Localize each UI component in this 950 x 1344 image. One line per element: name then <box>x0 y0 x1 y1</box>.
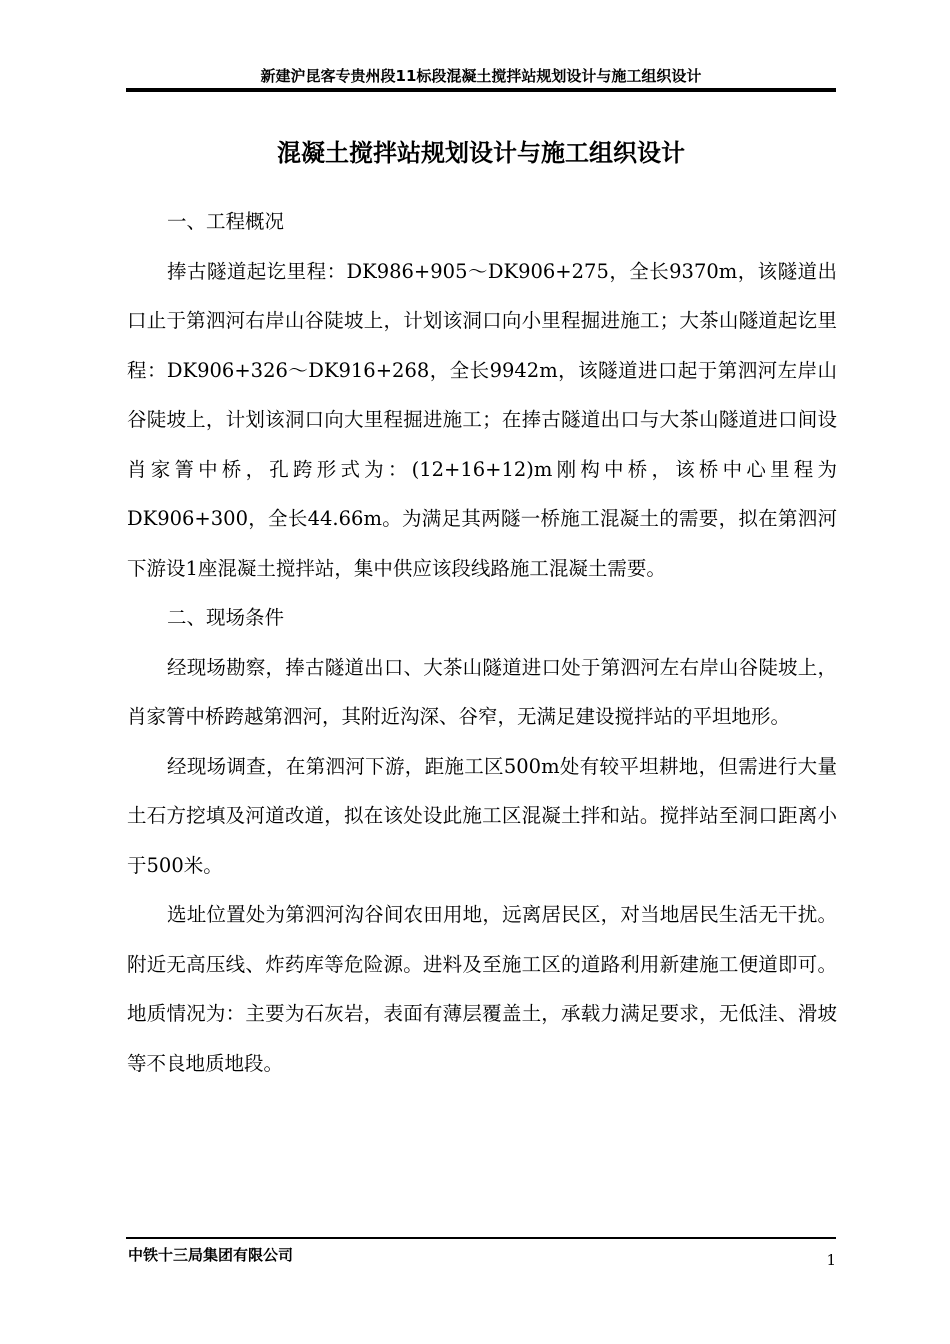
document-body <box>127 197 837 1088</box>
paragraph-overview: 捧古隧道起讫里程：DK986+905～DK906+275，全长9370m，该隧道出口止于第泗河右岸山谷陡坡上，计划该洞口向小里程掘进施工；大茶山隧道起讫里程：DK906+326～DK916+268，全长9942m，该隧道进口起于第泗河左岸山谷陡坡上，计划该洞口向大里程掘进施工；在捧古隧道出口与大茶山隧道进口间设肖家箐中桥，孔跨形式为：(12+16+12)m刚构中桥，该桥中心里程为DK906+300，全长44.66m。为满足其两隧一桥施工混凝土的需要，拟在第泗河下游设1座混凝土搅拌站，集中供应该段线路施工混凝土需要。 <box>127 259 837 580</box>
footer-rule <box>126 1237 836 1239</box>
paragraph-site-selection: 选址位置处为第泗河沟谷间农田用地，远离居民区，对当地居民生活无干扰。附近无高压线、炸药库等危险源。进料及至施工区的道路利用新建施工便道即可。地质情况为：主要为石灰岩，表面有薄层覆盖土，承载力满足要求，无低洼、滑坡等不良地质地段。 <box>127 903 837 1075</box>
section-heading-overview: 一、工程概况 <box>167 210 285 233</box>
paragraph-site-investigation: 经现场调查，在第泗河下游，距施工区500m处有较平坦耕地，但需进行大量土石方挖填及河道改道，拟在该处设此施工区混凝土拌和站。搅拌站至洞口距离小于500米。 <box>127 754 837 877</box>
paragraph-site-survey: 经现场勘察，捧古隧道出口、大茶山隧道进口处于第泗河左右岸山谷陡坡上，肖家箐中桥跨越第泗河，其附近沟深、谷窄，无满足建设搅拌站的平坦地形。 <box>127 655 837 728</box>
footer-company: 中铁十三局集团有限公司 <box>128 1246 294 1264</box>
running-header: 新建沪昆客专贵州段11标段混凝土搅拌站规划设计与施工组织设计 <box>260 67 702 85</box>
document-title: 混凝土搅拌站规划设计与施工组织设计 <box>277 139 685 167</box>
section-heading-site-conditions: 二、现场条件 <box>167 606 285 629</box>
page-number: 1 <box>826 1251 836 1269</box>
header-rule <box>126 88 836 92</box>
